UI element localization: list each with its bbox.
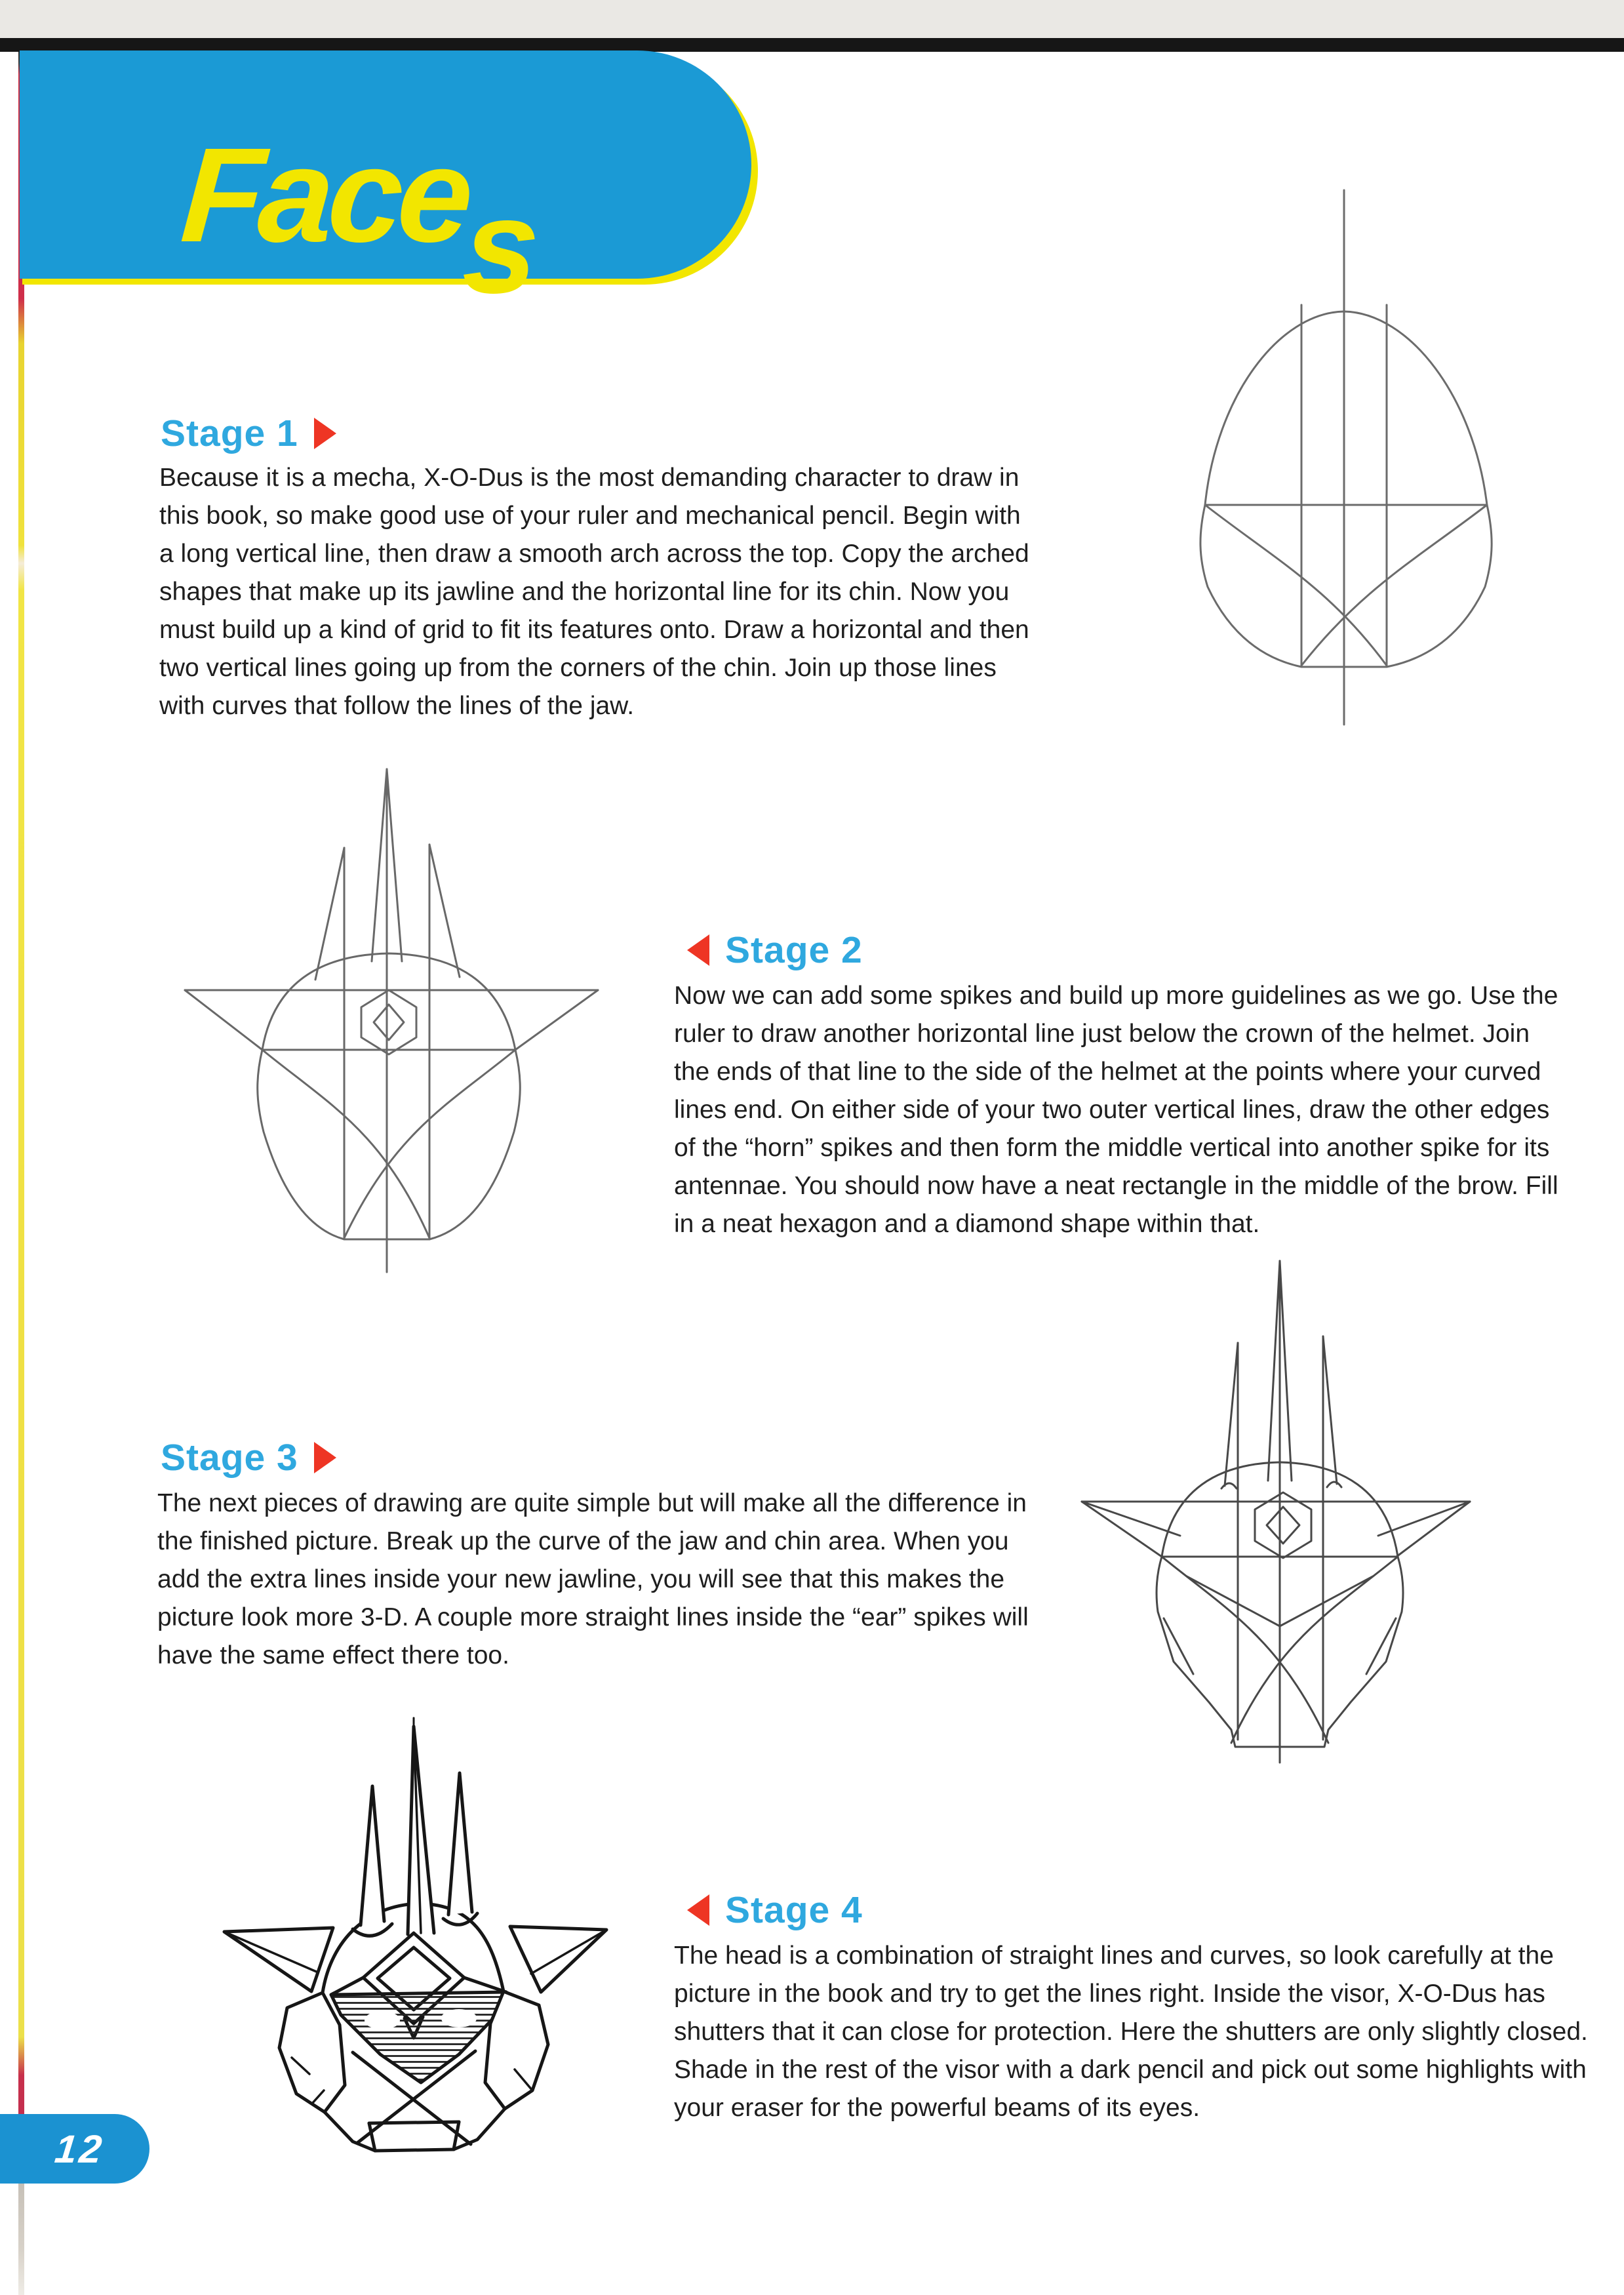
faces-logo-text-main: Face xyxy=(176,120,473,270)
stage-4-arrow-left-icon xyxy=(687,1894,709,1926)
stage-3-heading xyxy=(161,1436,336,1479)
stage-4-paragraph: The head is a combination of straight lines and curves, so look carefully at the picture in the book and try to get the lines right. Inside the visor, X-O-Dus has shutters that it can close for protection. Here the shutters are only slightly closed. Shade in the rest of the visor with a dark pencil and pick out some highlights with your eraser for the powerful beams of its eyes. xyxy=(674,1942,1588,2122)
stage-2-heading-label: Stage 2 xyxy=(725,929,863,971)
stage-3-heading-label: Stage 3 xyxy=(161,1437,298,1479)
faces-logo-text xyxy=(176,120,542,321)
faces-logo xyxy=(20,50,751,321)
photo-backdrop xyxy=(0,0,1624,38)
page-top-edge xyxy=(0,38,1624,52)
stage-1-sketch xyxy=(1128,167,1587,757)
stage-1-heading xyxy=(161,412,336,455)
stage-2-arrow-left-icon xyxy=(687,934,709,966)
stage-1-heading-label: Stage 1 xyxy=(161,412,298,454)
stage-1-arrow-right-icon xyxy=(314,418,336,449)
stage-3-arrow-right-icon xyxy=(314,1442,336,1473)
stage-1-paragraph: Because it is a mecha, X-O-Dus is the most demanding character to draw in this book, so make good use of your ruler and mechanical pencil. Begin with a long vertical line, then draw a smooth arch across the top. Copy the arched shapes that make up its jawline and the horizontal line for its chin. Now you must build up a kind of grid to fit its features onto. Draw a horizontal and then two vertical lines going up from the corners of the chin. Join up those lines with curves that follow the lines of the jaw. xyxy=(159,464,1029,720)
faces-logo-text-tail: s xyxy=(458,170,539,321)
stage-4-heading-label: Stage 4 xyxy=(725,1889,863,1931)
stage-2-heading xyxy=(687,928,863,972)
stage-2-paragraph: Now we can add some spikes and build up more guidelines as we go. Use the ruler to draw another horizontal line just below the crown of the helmet. Join the ends of that line to the side of the helmet at the points where your curved lines end. On either side of your two outer vertical lines, draw the other edges of the “horn” spikes and then form the middle vertical into another spike for its antennae. You should now have a neat rectangle in the middle of the brow. Fill in a neat hexagon and a diamond shape within that. xyxy=(674,982,1558,1238)
stage-3-sketch xyxy=(1062,1245,1600,1769)
page-number: 12 xyxy=(52,2126,106,2171)
page-number-tab xyxy=(0,2114,149,2184)
stage-3-paragraph: The next pieces of drawing are quite simple but will make all the difference in the finished picture. Break up the curve of the jaw and chin area. When you add the extra lines inside your new jawline, you will see that this makes the picture look more 3-D. A couple more straight lines inside the “ear” spikes will have the same effect there too. xyxy=(157,1489,1029,1669)
stage-2-sketch xyxy=(151,740,675,1284)
stage-4-final-drawing xyxy=(184,1717,682,2215)
stage-4-heading xyxy=(687,1888,863,1932)
spine-color-strip xyxy=(18,52,24,2295)
